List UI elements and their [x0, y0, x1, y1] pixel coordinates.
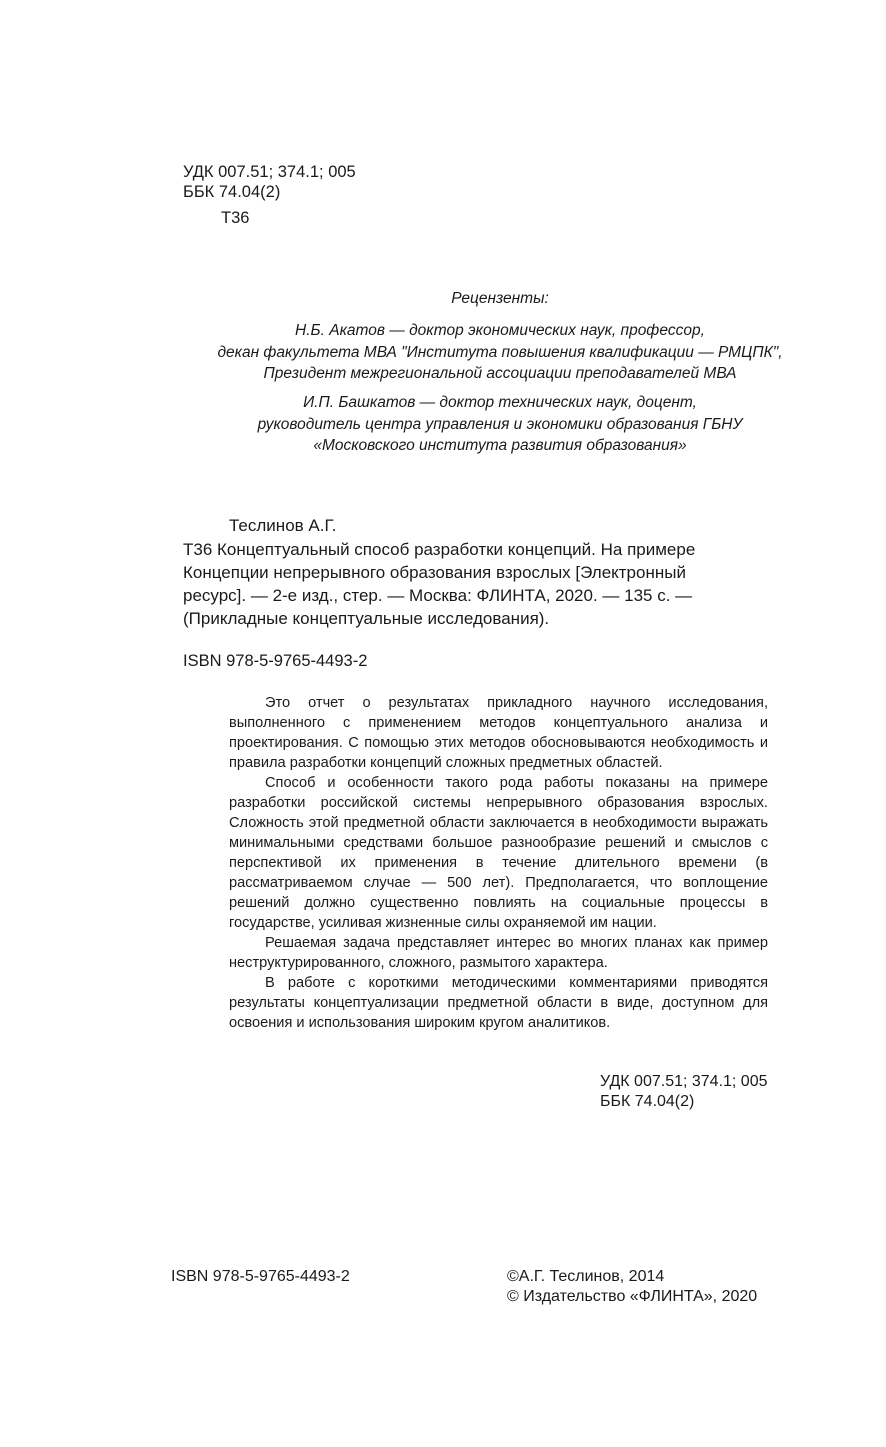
copyright-author: ©А.Г. Теслинов, 2014: [507, 1268, 665, 1285]
reviewer-2-line: И.П. Башкатов — доктор технических наук, доцент,: [303, 394, 697, 411]
reviewer-1-line: Президент межрегиональной ассоциации преподавателей МВА: [263, 365, 737, 382]
bbk-code-bottom: ББК 74.04(2): [600, 1093, 695, 1110]
annotation-paragraph: В работе с короткими методическими комментариями приводятся результаты концептуализации предметной области в виде, доступном для освоения и использования широким кругом аналитиков.: [229, 975, 768, 1031]
isbn-footer: ISBN 978-5-9765-4493-2: [171, 1268, 350, 1285]
copyright-publisher: © Издательство «ФЛИНТА», 2020: [507, 1288, 758, 1305]
reviewer-1: [200, 320, 800, 385]
udk-code: УДК 007.51; 374.1; 005: [183, 163, 356, 181]
author-name: Теслинов А.Г.: [229, 516, 337, 535]
reviewer-2-line: «Московского института развития образования»: [313, 437, 687, 454]
annotation-paragraph: Способ и особенности такого рода работы показаны на примере разработки российской системы непрерывного образования взрослых. Сложность этой предметной области заключается в необходимости выражать минимальными средствами большое разнообразие решений и смыслов с перспективой их применения в течение длительного времени (в рассматриваемом случае — 500 лет). Предполагается, что воплощение решений должно существенно повлиять на социальные процессы в государстве, усиливая жизненные силы охраняемой им нации.: [229, 775, 768, 931]
author-sign: Т36: [221, 209, 250, 227]
reviewer-2-line: руководитель центра управления и экономики образования ГБНУ: [257, 415, 743, 433]
reviewer-2: [200, 392, 800, 457]
bibliography-line: Концепции непрерывного образования взрослых [Электронный: [183, 563, 686, 582]
reviewer-1-line: Н.Б. Акатов — доктор экономических наук, профессор,: [295, 322, 705, 339]
bibliography-line: Т36 Концептуальный способ разработки концепций. На примере: [183, 540, 696, 559]
reviewers-title: Рецензенты:: [451, 290, 549, 307]
bibliography-line: (Прикладные концептуальные исследования).: [183, 609, 550, 628]
udk-code-bottom: УДК 007.51; 374.1; 005: [600, 1073, 768, 1090]
isbn: ISBN 978-5-9765-4493-2: [183, 652, 368, 670]
bbk-code: ББК 74.04(2): [183, 183, 281, 201]
annotation-paragraph: Решаемая задача представляет интерес во многих планах как пример неструктурированного, сложного, размытого характера.: [229, 935, 768, 971]
annotation-paragraph: Это отчет о результатах прикладного научного исследования, выполненного с применением методов концептуального анализа и проектирования. С помощью этих методов обосновываются необходимость и правила разработки концепций сложных предметных областей.: [229, 695, 768, 771]
reviewer-1-line: декан факультета МВА "Института повышения квалификации — РМЦПК",: [217, 343, 783, 361]
annotation: [229, 693, 768, 1033]
bibliography-line: ресурс]. — 2-е изд., стер. — Москва: ФЛИНТА, 2020. — 135 с. —: [183, 586, 693, 605]
